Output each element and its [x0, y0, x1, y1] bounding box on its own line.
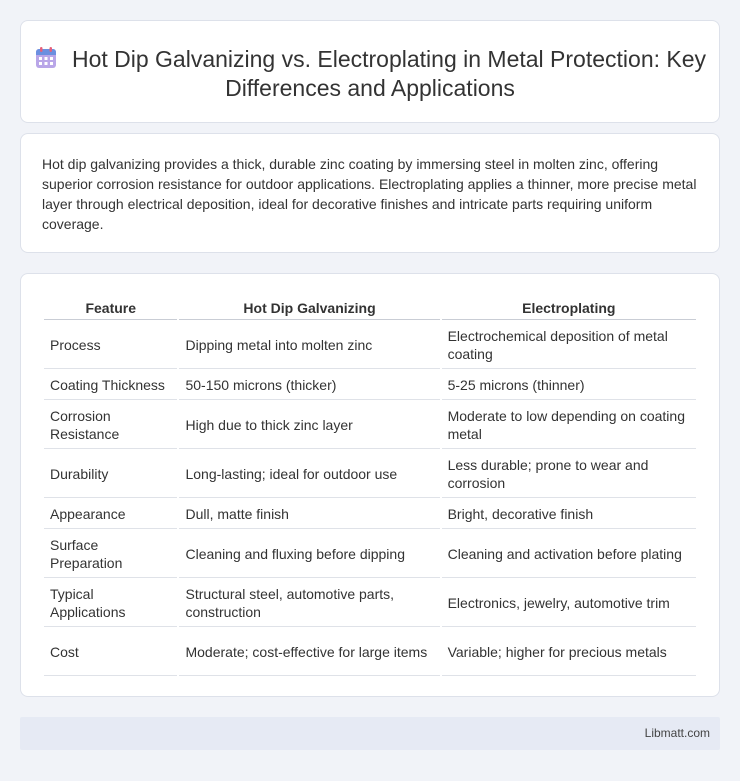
electroplating-cell: Electronics, jewelry, automotive trim	[442, 580, 696, 627]
intro-paragraph: Hot dip galvanizing provides a thick, durable zinc coating by immersing steel in molten zinc, offering superior corrosion resistance for outdoor applications. Electroplating applies a thinner, more precise metal layer through electrical deposition, ideal for decorative finishes and intricate parts requiring uniform coverage.	[42, 156, 697, 232]
galvanizing-cell: Structural steel, automotive parts, construction	[179, 580, 439, 627]
table-row	[44, 371, 696, 400]
table-row	[44, 531, 696, 578]
electroplating-cell: Bright, decorative finish	[442, 500, 696, 529]
electroplating-cell: 5-25 microns (thinner)	[442, 371, 696, 400]
table-row	[44, 580, 696, 627]
galvanizing-cell: Dull, matte finish	[179, 500, 439, 529]
table-row	[44, 451, 696, 498]
page-title: Hot Dip Galvanizing vs. Electroplating in Metal Protection: Key Differences and Applications	[71, 46, 707, 101]
table-row	[44, 629, 696, 676]
electroplating-cell: Variable; higher for precious metals	[442, 629, 696, 676]
feature-cell: Cost	[44, 629, 177, 676]
table-row	[44, 402, 696, 449]
feature-cell: Corrosion Resistance	[44, 402, 177, 449]
electroplating-cell: Moderate to low depending on coating metal	[442, 402, 696, 449]
electroplating-cell: Cleaning and activation before plating	[442, 531, 696, 578]
feature-cell: Process	[44, 322, 177, 369]
galvanizing-cell: High due to thick zinc layer	[179, 402, 439, 449]
electroplating-cell: Less durable; prone to wear and corrosion	[442, 451, 696, 498]
galvanizing-cell: Cleaning and fluxing before dipping	[179, 531, 439, 578]
calendar-icon	[34, 46, 58, 70]
feature-cell: Coating Thickness	[44, 371, 177, 400]
table-header-row	[44, 294, 696, 320]
column-header-electroplating: Electroplating	[442, 294, 696, 320]
column-header-feature: Feature	[44, 294, 177, 320]
comparison-table	[42, 292, 698, 678]
title-card	[20, 20, 720, 123]
galvanizing-cell: Long-lasting; ideal for outdoor use	[179, 451, 439, 498]
column-header-hot-dip-galvanizing: Hot Dip Galvanizing	[179, 294, 439, 320]
galvanizing-cell: Dipping metal into molten zinc	[179, 322, 439, 369]
table-row	[44, 500, 696, 529]
feature-cell: Durability	[44, 451, 177, 498]
comparison-table-card	[20, 273, 720, 697]
galvanizing-cell: Moderate; cost-effective for large items	[179, 629, 439, 676]
footer-site-link[interactable]: Libmatt.com	[644, 726, 710, 740]
footer-bar	[20, 717, 720, 750]
feature-cell: Appearance	[44, 500, 177, 529]
feature-cell: Typical Applications	[44, 580, 177, 627]
page-title-wrap	[21, 45, 719, 103]
table-row	[44, 322, 696, 369]
feature-cell: Surface Preparation	[44, 531, 177, 578]
intro-card	[20, 133, 720, 253]
galvanizing-cell: 50-150 microns (thicker)	[179, 371, 439, 400]
electroplating-cell: Electrochemical deposition of metal coating	[442, 322, 696, 369]
